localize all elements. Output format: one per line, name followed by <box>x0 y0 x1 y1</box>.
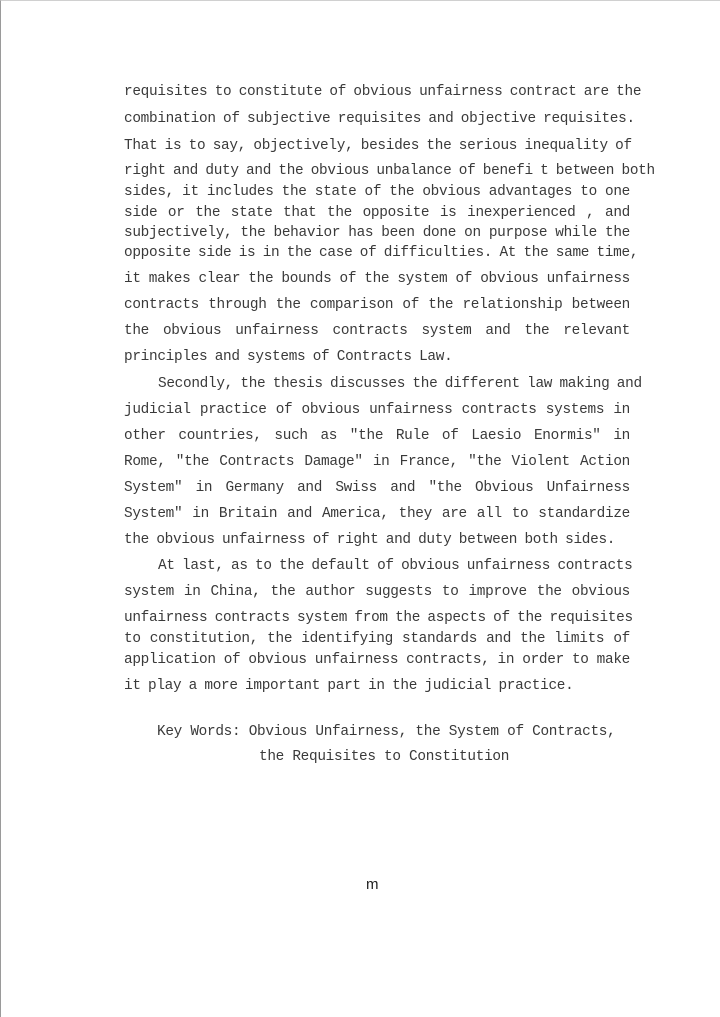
paragraph-2-line: the obvious unfairness of right and duty between both sides. <box>124 532 616 548</box>
paragraph-1-line: it makes clear the bounds of the system of obvious unfairness <box>124 271 630 287</box>
paragraph-2-line: Rome, "the Contracts Damage" in France, "the Violent Action <box>124 454 630 470</box>
paragraph-3-line: application of obvious unfairness contracts, in order to make <box>124 652 630 668</box>
paragraph-3-line: it play a more important part in the judicial practice. <box>124 678 574 694</box>
paragraph-1-line: subjectively, the behavior has been done on purpose while the <box>124 225 630 241</box>
paragraph-2-line: other countries, such as "the Rule of Laesio Enormis" in <box>124 428 630 444</box>
page-number: m <box>366 876 379 893</box>
paragraph-3-line: to constitution, the identifying standards and the limits of <box>124 631 630 647</box>
paragraph-1-line: That is to say, objectively, besides the serious inequality of <box>124 138 632 154</box>
paragraph-1-line: opposite side is in the case of difficulties. At the same time, <box>124 245 639 261</box>
keywords-line-2: the Requisites to Constitution <box>259 749 510 765</box>
paragraph-2-line: System" in Germany and Swiss and "the Obvious Unfairness <box>124 480 630 496</box>
paragraph-1-line: right and duty and the obvious unbalance of benefi t between both <box>124 163 655 179</box>
paragraph-1-line: principles and systems of Contracts Law. <box>124 349 453 365</box>
paragraph-1-line: requisites to constitute of obvious unfairness contract are the <box>124 84 642 100</box>
keywords-line-1: Key Words: Obvious Unfairness, the System of Contracts, <box>157 724 616 740</box>
paragraph-1-line: side or the state that the opposite is inexperienced , and <box>124 205 630 221</box>
paragraph-1-line: combination of subjective requisites and objective requisites. <box>124 111 635 127</box>
paragraph-1-line: the obvious unfairness contracts system and the relevant <box>124 323 630 339</box>
paragraph-3-line: system in China, the author suggests to improve the obvious <box>124 584 630 600</box>
paragraph-2-line: Secondly, the thesis discusses the different law making and <box>158 376 642 392</box>
paragraph-2-line: System" in Britain and America, they are all to standardize <box>124 506 630 522</box>
paragraph-1-line: contracts through the comparison of the relationship between <box>124 297 630 313</box>
paragraph-1-line: sides, it includes the state of the obvious advantages to one <box>124 184 630 200</box>
paragraph-2-line: judicial practice of obvious unfairness contracts systems in <box>124 402 630 418</box>
paragraph-3-line: unfairness contracts system from the aspects of the requisites <box>124 610 633 626</box>
paragraph-3-line: At last, as to the default of obvious unfairness contracts <box>158 558 633 574</box>
